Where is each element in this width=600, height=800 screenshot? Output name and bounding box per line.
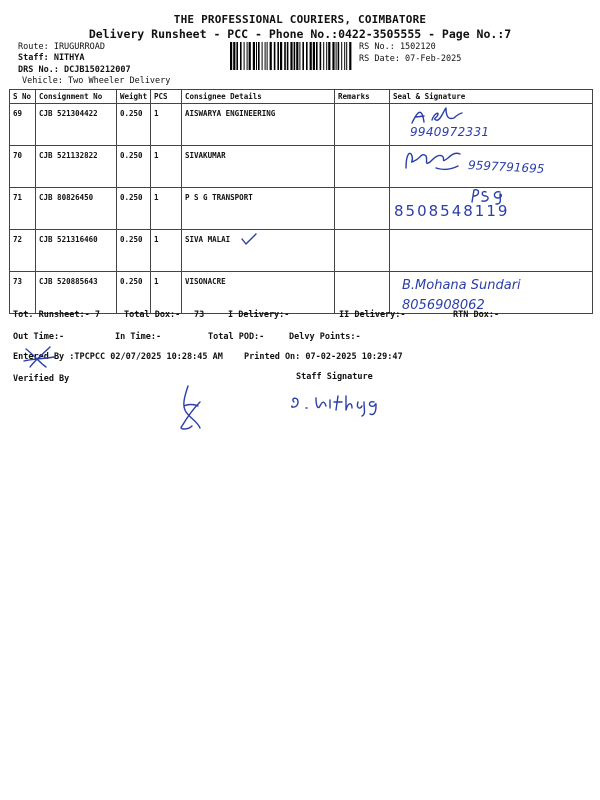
ii-delivery: II Delivery:- <box>339 310 406 320</box>
cell-consignment: CJB 521304422 <box>36 104 117 146</box>
col-header-sno: S No <box>10 90 36 104</box>
printed-on: Printed On: 07-02-2025 10:29:47 <box>244 352 403 362</box>
cell-seal-signature <box>390 104 593 146</box>
cell-remarks <box>335 104 390 146</box>
cell-seal-signature <box>390 146 593 188</box>
handwritten-signature <box>410 106 470 126</box>
staff-signature <box>290 392 390 418</box>
cell-seal-signature <box>390 230 593 272</box>
cell-consignee: AISWARYA ENGINEERING <box>182 104 335 146</box>
col-header-seal-signature: Seal & Signature <box>390 90 593 104</box>
cell-remarks <box>335 230 390 272</box>
table-header-row <box>10 90 593 104</box>
staff-label: Staff: NITHYA <box>18 53 85 63</box>
cell-pcs: 1 <box>151 146 182 188</box>
cell-remarks <box>335 146 390 188</box>
rs-number: RS No.: 1502120 <box>359 42 436 52</box>
company-title: THE PROFESSIONAL COURIERS, COIMBATORE <box>173 13 427 26</box>
col-header-consignment: Consignment No <box>36 90 117 104</box>
col-header-remarks: Remarks <box>335 90 390 104</box>
cell-weight: 0.250 <box>117 188 151 230</box>
cell-sno: 69 <box>10 104 36 146</box>
consignee-name: SIVA MALAI <box>185 235 231 244</box>
cell-pcs: 1 <box>151 272 182 314</box>
runsheet-subtitle: Delivery Runsheet - PCC - Phone No.:0422-3505555 - Page No.:7 <box>88 27 512 41</box>
checkmark-icon <box>240 232 258 246</box>
in-time: In Time:- <box>115 332 162 342</box>
cell-pcs: 1 <box>151 230 182 272</box>
cell-weight: 0.250 <box>117 104 151 146</box>
handwritten-name-phone: B.Mohana Sundari 8056908062 <box>402 278 521 313</box>
cell-consignment: CJB 520885643 <box>36 272 117 314</box>
delvy-points: Delvy Points:- <box>289 332 361 342</box>
cell-weight: 0.250 <box>117 272 151 314</box>
table-row <box>10 188 593 230</box>
cell-pcs: 1 <box>151 104 182 146</box>
cell-pcs: 1 <box>151 188 182 230</box>
handwritten-signature <box>402 148 472 172</box>
table-row <box>10 230 593 272</box>
handwritten-phone: 8508548119 <box>394 202 510 220</box>
cell-consignee <box>182 230 335 272</box>
cell-consignee: VISONACRE <box>182 272 335 314</box>
rs-date: RS Date: 07-Feb-2025 <box>359 54 462 64</box>
col-header-pcs: PCS <box>151 90 182 104</box>
table-row <box>10 272 593 314</box>
vehicle-label: Vehicle: Two Wheeler Delivery <box>22 76 171 86</box>
cell-seal-signature <box>390 188 593 230</box>
cell-sno: 71 <box>10 188 36 230</box>
runsheet-table <box>9 89 593 314</box>
verified-by: Verified By <box>13 374 70 384</box>
handwritten-initial <box>20 345 60 369</box>
verifier-signature <box>174 382 208 432</box>
rtn-dox: RTN Dox:- <box>453 310 500 320</box>
col-header-weight: Weight <box>117 90 151 104</box>
cell-consignment: CJB 521316460 <box>36 230 117 272</box>
col-header-consignee: Consignee Details <box>182 90 335 104</box>
handwritten-phone: 9597791695 <box>467 158 545 176</box>
total-dox-label: Total Dox:- <box>124 310 181 320</box>
cell-sno: 70 <box>10 146 36 188</box>
cell-sno: 72 <box>10 230 36 272</box>
handwritten-phone: 9940972331 <box>410 125 490 139</box>
drs-number: DRS No.: DCJB150212007 <box>18 65 131 75</box>
cell-remarks <box>335 188 390 230</box>
table-row <box>10 104 593 146</box>
cell-consignee: SIVAKUMAR <box>182 146 335 188</box>
cell-remarks <box>335 272 390 314</box>
cell-weight: 0.250 <box>117 230 151 272</box>
cell-consignee: P S G TRANSPORT <box>182 188 335 230</box>
cell-weight: 0.250 <box>117 146 151 188</box>
cell-seal-signature <box>390 272 593 314</box>
total-dox-value: 73 <box>194 310 205 320</box>
cell-sno: 73 <box>10 272 36 314</box>
cell-consignment: CJB 521132822 <box>36 146 117 188</box>
total-pod: Total POD:- <box>208 332 265 342</box>
table-row <box>10 146 593 188</box>
route-label: Route: IRUGURROAD <box>18 42 105 52</box>
cell-consignment: CJB 80826450 <box>36 188 117 230</box>
i-delivery: I Delivery:- <box>228 310 290 320</box>
staff-signature-label: Staff Signature <box>296 372 373 382</box>
tot-runsheet: Tot. Runsheet:- 7 <box>13 310 100 320</box>
out-time: Out Time:- <box>13 332 65 342</box>
entered-by: Entered By :TPCPCC 02/07/2025 10:28:45 AM <box>13 352 223 362</box>
barcode-icon <box>230 42 355 70</box>
